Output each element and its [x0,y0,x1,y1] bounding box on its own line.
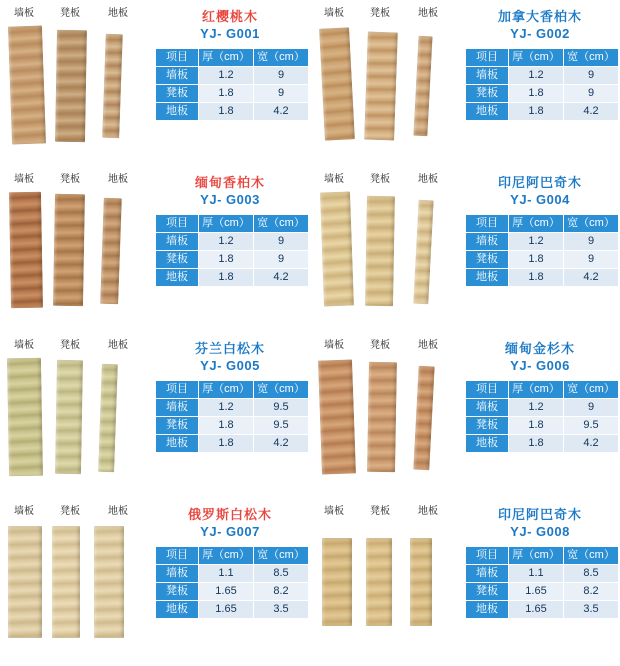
wood-plank-image [55,30,87,143]
width-cell: 9 [564,67,619,85]
wood-plank-image [413,200,433,305]
spec-table [155,546,309,619]
sample-label-group [8,340,158,354]
thickness-cell: 1.8 [509,103,564,121]
table-row [156,103,309,121]
thickness-cell: 1.65 [509,583,564,601]
table-row [466,103,619,121]
catalog-row [0,0,620,166]
product-name: 印尼阿巴奇木 [497,175,582,190]
product-card [0,498,310,664]
table-header-cell: 厚（cm） [199,381,254,399]
width-cell: 8.5 [254,565,309,583]
wood-plank-image [100,198,122,305]
row-label-cell: 墙板 [156,67,199,85]
width-cell: 4.2 [564,269,619,287]
product-name: 俄罗斯白松木 [187,507,272,522]
catalog-row [0,166,620,332]
wood-plank-image [52,526,80,638]
row-label-cell: 墙板 [156,233,199,251]
width-cell: 4.2 [254,103,309,121]
thickness-cell: 1.8 [199,435,254,453]
sample-label: 凳板 [60,174,80,185]
thickness-cell: 1.8 [199,417,254,435]
width-cell: 9 [254,85,309,103]
sample-label: 地板 [108,174,128,185]
product-card [0,166,310,332]
row-label-cell: 凳板 [466,417,509,435]
wood-plank-image [364,32,398,141]
width-cell: 3.5 [564,601,619,619]
table-row [466,583,619,601]
width-cell: 8.2 [564,583,619,601]
product-title-block [465,174,615,209]
width-cell: 4.2 [254,269,309,287]
product-code: YJ- G003 [200,192,260,207]
thickness-cell: 1.8 [199,103,254,121]
sample-label: 凳板 [370,174,390,185]
product-title-block [465,8,615,43]
table-header-cell: 项目 [156,547,199,565]
width-cell: 9.5 [254,399,309,417]
table-header-cell: 宽（cm） [564,215,619,233]
sample-label: 墙板 [324,8,344,19]
width-cell: 9 [564,399,619,417]
wood-sample-photos [8,22,160,158]
table-header-row [156,49,309,67]
product-name: 芬兰白松木 [194,341,265,356]
sample-label: 凳板 [60,8,80,19]
row-label-cell: 地板 [156,435,199,453]
sample-label-group [8,506,158,520]
product-code: YJ- G002 [510,26,570,41]
row-label-cell: 地板 [156,601,199,619]
table-row [466,67,619,85]
row-label-cell: 墙板 [466,233,509,251]
sample-label: 地板 [108,506,128,517]
spec-table [465,48,619,121]
table-header-row [466,49,619,67]
table-header-cell: 项目 [156,215,199,233]
table-header-cell: 项目 [156,49,199,67]
row-label-cell: 凳板 [156,85,199,103]
product-title-block [155,8,305,43]
table-header-row [156,215,309,233]
thickness-cell: 1.1 [199,565,254,583]
wood-plank-image [9,192,43,309]
width-cell: 8.2 [254,583,309,601]
row-label-cell: 凳板 [466,583,509,601]
wood-plank-image [319,27,355,140]
table-header-cell: 宽（cm） [254,547,309,565]
thickness-cell: 1.8 [199,269,254,287]
wood-sample-photos [8,188,160,324]
table-header-cell: 厚（cm） [199,215,254,233]
thickness-cell: 1.8 [509,417,564,435]
thickness-cell: 1.2 [199,67,254,85]
table-header-row [156,547,309,565]
table-header-cell: 宽（cm） [564,49,619,67]
row-label-cell: 地板 [466,435,509,453]
table-row [156,399,309,417]
table-row [466,85,619,103]
sample-label: 墙板 [324,340,344,351]
table-row [156,417,309,435]
sample-label: 凳板 [370,506,390,517]
thickness-cell: 1.8 [199,251,254,269]
wood-plank-image [94,526,124,638]
width-cell: 9 [564,85,619,103]
product-title-block [465,340,615,375]
sample-label: 凳板 [370,8,390,19]
row-label-cell: 凳板 [466,85,509,103]
table-row [156,435,309,453]
table-row [466,269,619,287]
thickness-cell: 1.2 [509,233,564,251]
wood-plank-image [55,360,83,474]
width-cell: 3.5 [254,601,309,619]
table-row [466,601,619,619]
product-code: YJ- G006 [510,358,570,373]
product-name: 红樱桃木 [201,9,258,24]
product-card [310,332,620,498]
thickness-cell: 1.65 [199,583,254,601]
wood-plank-image [320,192,354,307]
sample-label: 地板 [418,506,438,517]
width-cell: 4.2 [564,435,619,453]
thickness-cell: 1.8 [509,85,564,103]
spec-table [465,214,619,287]
thickness-cell: 1.2 [199,233,254,251]
table-header-cell: 宽（cm） [564,547,619,565]
product-card [0,0,310,166]
width-cell: 9.5 [564,417,619,435]
product-name: 缅甸香柏木 [194,175,265,190]
table-row [156,269,309,287]
wood-plank-image [318,359,356,474]
thickness-cell: 1.65 [199,601,254,619]
table-header-cell: 项目 [466,215,509,233]
wood-plank-image [7,358,43,477]
table-row [466,417,619,435]
thickness-cell: 1.1 [509,565,564,583]
row-label-cell: 凳板 [156,583,199,601]
product-card [0,332,310,498]
row-label-cell: 墙板 [466,67,509,85]
wood-sample-photos [8,520,160,656]
table-row [156,565,309,583]
wood-plank-image [366,538,392,626]
wood-sample-photos [318,520,470,656]
table-row [466,435,619,453]
sample-label-group [8,174,158,188]
width-cell: 4.2 [564,103,619,121]
product-title-block [155,340,305,375]
row-label-cell: 凳板 [466,251,509,269]
spec-table [155,214,309,287]
sample-label: 凳板 [60,506,80,517]
table-row [466,251,619,269]
table-header-cell: 厚（cm） [199,49,254,67]
table-header-cell: 项目 [466,547,509,565]
product-card [310,166,620,332]
row-label-cell: 地板 [156,103,199,121]
sample-label: 墙板 [14,506,34,517]
product-name: 缅甸金杉木 [504,341,575,356]
thickness-cell: 1.2 [509,67,564,85]
product-code: YJ- G008 [510,524,570,539]
wood-sample-photos [318,354,470,490]
sample-label: 墙板 [14,340,34,351]
sample-label: 地板 [418,340,438,351]
row-label-cell: 凳板 [156,417,199,435]
sample-label-group [318,340,468,354]
wood-plank-image [413,36,432,137]
row-label-cell: 凳板 [156,251,199,269]
table-header-row [466,215,619,233]
table-row [156,601,309,619]
table-header-cell: 厚（cm） [509,547,564,565]
table-header-cell: 厚（cm） [509,381,564,399]
row-label-cell: 墙板 [156,399,199,417]
spec-table [465,380,619,453]
sample-label-group [8,8,158,22]
table-header-cell: 宽（cm） [254,215,309,233]
table-header-cell: 厚（cm） [509,49,564,67]
wood-sample-photos [8,354,160,490]
row-label-cell: 地板 [466,269,509,287]
row-label-cell: 墙板 [156,565,199,583]
row-label-cell: 地板 [466,103,509,121]
row-label-cell: 地板 [156,269,199,287]
width-cell: 9 [254,233,309,251]
table-header-cell: 项目 [466,381,509,399]
thickness-cell: 1.8 [509,435,564,453]
width-cell: 9 [564,251,619,269]
sample-label: 墙板 [324,174,344,185]
wood-plank-image [413,366,434,471]
table-row [466,565,619,583]
thickness-cell: 1.65 [509,601,564,619]
sample-label-group [318,8,468,22]
product-name: 印尼阿巴奇木 [497,507,582,522]
wood-plank-image [8,25,46,144]
table-row [466,399,619,417]
table-row [466,233,619,251]
product-card [310,0,620,166]
table-row [156,583,309,601]
sample-label: 凳板 [60,340,80,351]
thickness-cell: 1.8 [509,251,564,269]
wood-plank-image [322,538,352,626]
table-row [156,251,309,269]
table-header-cell: 宽（cm） [254,49,309,67]
product-code: YJ- G007 [200,524,260,539]
product-code: YJ- G004 [510,192,570,207]
wood-plank-image [102,34,123,139]
table-header-cell: 宽（cm） [254,381,309,399]
sample-label: 墙板 [14,174,34,185]
sample-label: 地板 [418,174,438,185]
width-cell: 9 [254,251,309,269]
product-title-block [155,506,305,541]
catalog-row [0,332,620,498]
table-row [156,233,309,251]
product-name: 加拿大香柏木 [497,9,582,24]
row-label-cell: 墙板 [466,565,509,583]
thickness-cell: 1.8 [199,85,254,103]
width-cell: 9 [254,67,309,85]
table-header-cell: 项目 [466,49,509,67]
sample-label-group [318,506,468,520]
width-cell: 8.5 [564,565,619,583]
sample-label: 地板 [108,8,128,19]
product-title-block [155,174,305,209]
product-code: YJ- G005 [200,358,260,373]
wood-plank-image [8,526,42,638]
spec-table [465,546,619,619]
sample-label: 凳板 [370,340,390,351]
table-row [156,67,309,85]
wood-plank-image [367,362,397,472]
table-header-cell: 项目 [156,381,199,399]
sample-label: 墙板 [324,506,344,517]
sample-label: 地板 [418,8,438,19]
table-header-cell: 厚（cm） [509,215,564,233]
row-label-cell: 地板 [466,601,509,619]
table-header-cell: 宽（cm） [564,381,619,399]
product-code: YJ- G001 [200,26,260,41]
width-cell: 4.2 [254,435,309,453]
thickness-cell: 1.8 [509,269,564,287]
sample-label: 地板 [108,340,128,351]
width-cell: 9.5 [254,417,309,435]
width-cell: 9 [564,233,619,251]
sample-label: 墙板 [14,8,34,19]
wood-sample-photos [318,188,470,324]
table-header-cell: 厚（cm） [199,547,254,565]
table-header-row [466,547,619,565]
wood-sample-photos [318,22,470,158]
row-label-cell: 墙板 [466,399,509,417]
sample-label-group [318,174,468,188]
thickness-cell: 1.2 [199,399,254,417]
spec-table [155,380,309,453]
thickness-cell: 1.2 [509,399,564,417]
wood-plank-image [98,364,118,472]
product-card [310,498,620,664]
catalog-row [0,498,620,664]
wood-plank-image [410,538,432,626]
product-title-block [465,506,615,541]
wood-plank-image [53,194,85,307]
wood-plank-image [365,196,395,306]
spec-table [155,48,309,121]
table-row [156,85,309,103]
table-header-row [466,381,619,399]
table-header-row [156,381,309,399]
